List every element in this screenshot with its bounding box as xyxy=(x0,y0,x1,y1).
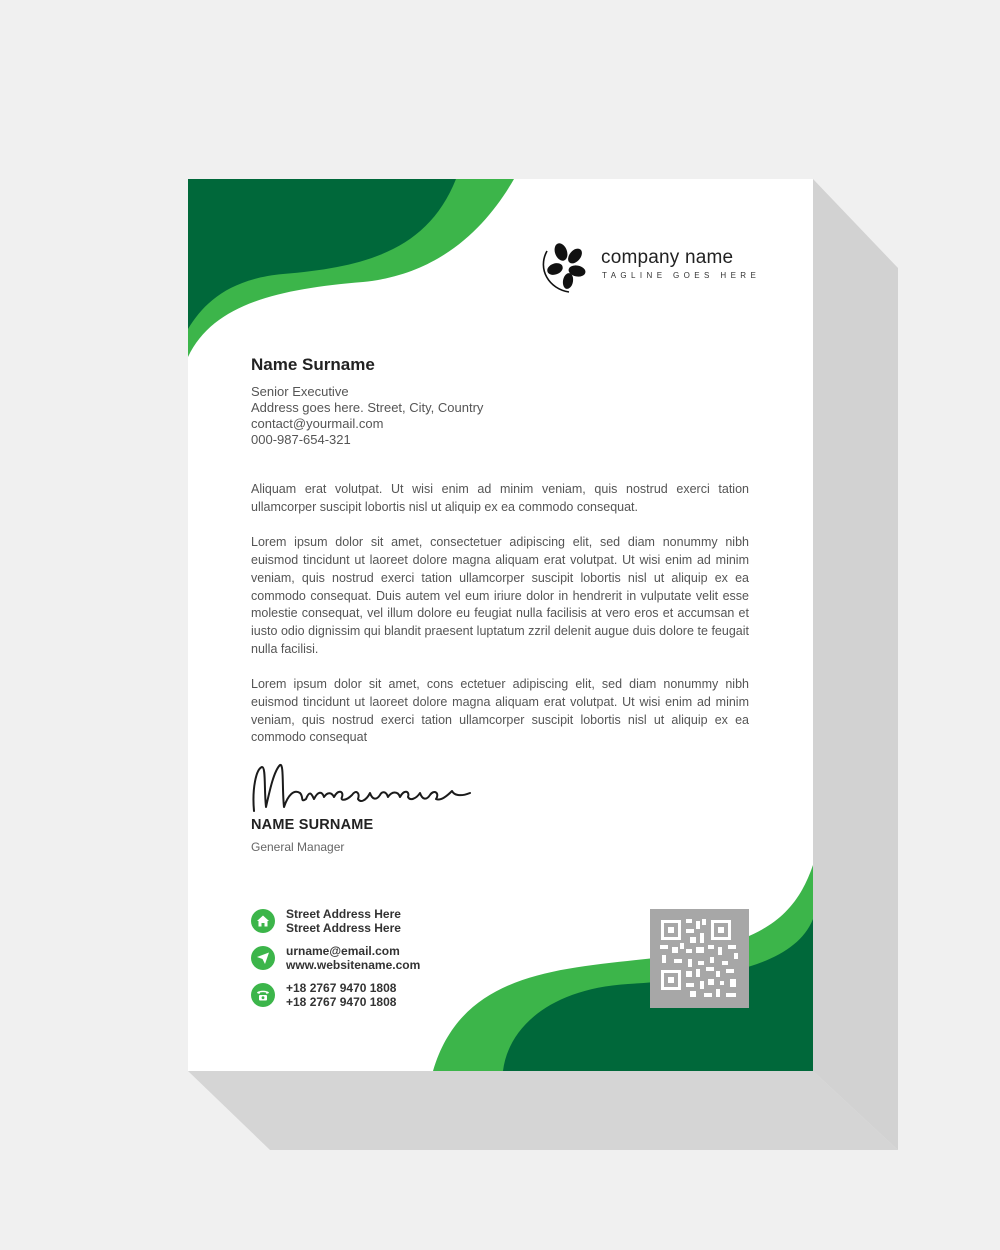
company-tagline: TAGLINE GOES HERE xyxy=(602,271,761,280)
body-paragraph: Lorem ipsum dolor sit amet, consectetuer adipiscing elit, sed diam nonummy nibh euismod tincidunt ut laoreet dolore magna aliquam erat volutpat. Ut wisi enim ad minim veniam, quis nostrud exerci tation ullamcorper suscipit lobortis nisl ut aliquip ex ea commodo consequat. Duis autem vel eum iriure dolor in hendrerit in vulputate velit esse molestie consequat, vel illum dolore eu feugiat nulla facilisis at vero eros et accumsan et iusto odio dignissim qui blandit praesent luptatum zzril delenit augue duis dolore te feugait nulla facilisi. xyxy=(251,535,749,656)
handwritten-signature xyxy=(248,759,478,817)
phone-icon xyxy=(251,983,275,1007)
body-paragraph: Lorem ipsum dolor sit amet, cons ectetuer adipiscing elit, sed diam nonummy nibh euismod tincidunt ut laoreet dolore magna aliquam erat volutpat. Ut wisi enim ad minim veniam, quis nostrud exerci tation ullamcorper suscipit lobortis nisl ut aliquip ex ea commodo consequat xyxy=(251,677,749,745)
phone-line-2: +18 2767 9470 1808 xyxy=(286,995,397,1009)
signer-block xyxy=(251,817,373,854)
send-icon xyxy=(251,946,275,970)
qr-code-icon xyxy=(650,909,749,1008)
sender-name: Name Surname xyxy=(251,355,375,374)
body-paragraph: Aliquam erat volutpat. Ut wisi enim ad minim veniam, quis nostrud exerci tation ullamcorper suscipit lobortis nisl ut aliquip ex ea commodo consequat. xyxy=(251,482,749,514)
sender-block xyxy=(251,355,483,448)
letter-body xyxy=(251,481,749,765)
sender-title: Senior Executive xyxy=(251,384,349,399)
flower-logo-icon xyxy=(541,239,597,295)
company-logo xyxy=(541,239,761,295)
address-line-1: Street Address Here xyxy=(286,907,401,921)
sender-email: contact@yourmail.com xyxy=(251,416,384,431)
address-line-2: Street Address Here xyxy=(286,921,401,935)
signer-name: NAME SURNAME xyxy=(251,817,374,833)
letterhead-page xyxy=(188,179,813,1071)
home-icon xyxy=(251,909,275,933)
phone-line-1: +18 2767 9470 1808 xyxy=(286,981,397,995)
signer-title: General Manager xyxy=(251,840,345,854)
email-text: urname@email.com xyxy=(286,944,400,958)
company-name: company name xyxy=(601,247,734,268)
sender-address: Address goes here. Street, City, Country xyxy=(251,400,484,415)
sender-phone: 000-987-654-321 xyxy=(251,432,351,447)
website-text: www.websitename.com xyxy=(286,958,421,972)
